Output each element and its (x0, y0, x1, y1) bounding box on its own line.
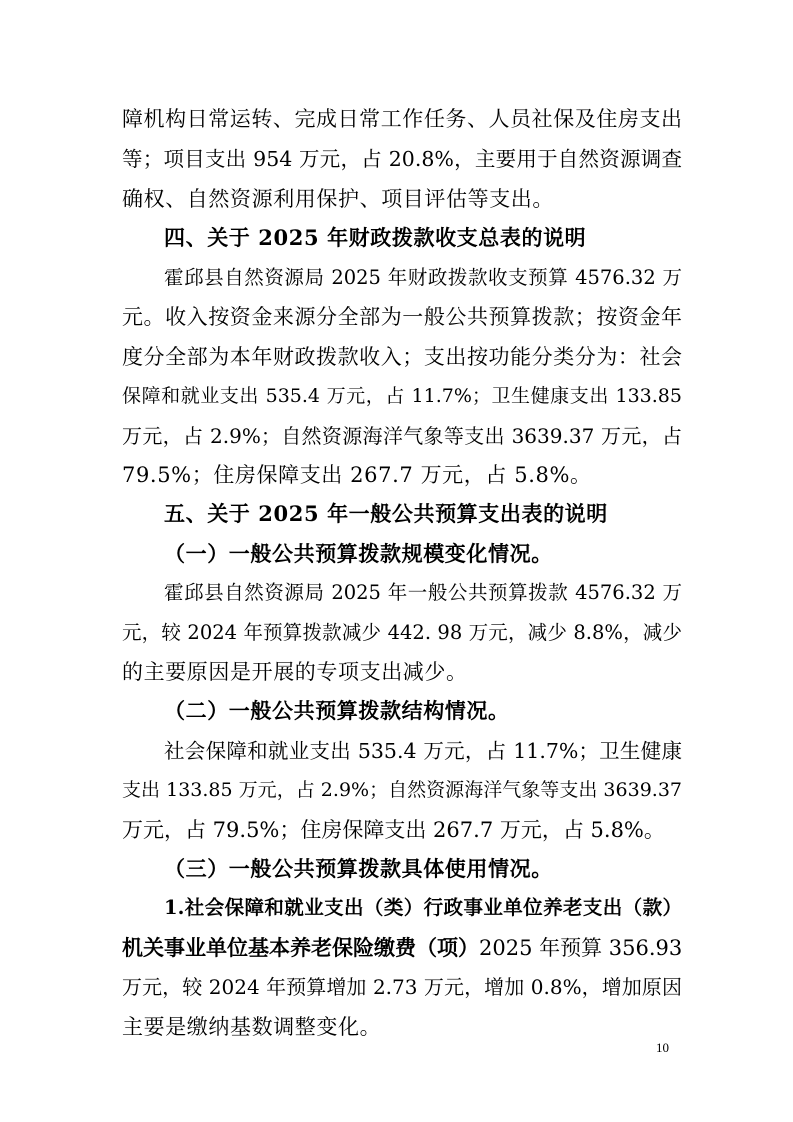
paragraph-line: 度分全部为本年财政拨款收入；支出按功能分类分为：社会 (122, 345, 682, 369)
paragraph-line: 保障和就业支出 535.4 万元，占 11.7%；卫生健康支出 133.85 (122, 385, 682, 407)
item-heading: 1.社会保障和就业支出（类）行政事业单位养老支出（款） (164, 896, 682, 919)
paragraph-line: 等；项目支出 954 万元，占 20.8%，主要用于自然资源调查 (122, 147, 682, 171)
item-heading-tail: 机关事业单位基本养老保险缴费（项） (122, 935, 479, 960)
paragraph-line: 的主要原因是开展的专项支出减少。 (122, 660, 468, 684)
paragraph-line: 元，较 2024 年预算拨款减少 442. 98 万元，减少 8.8%，减少 (122, 621, 682, 644)
section-heading-5: 五、关于 2025 年一般公共预算支出表的说明 (164, 501, 608, 526)
item-budget-text: 2025 年预算 356.93 (479, 936, 683, 960)
paragraph-line: 万元，占 79.5%；住房保障支出 267.7 万元，占 5.8%。 (122, 818, 665, 842)
paragraph-line: 霍邱县自然资源局 2025 年财政拨款收支预算 4576.32 万 (164, 266, 682, 289)
subsection-heading-1: （一）一般公共预算拨款规模变化情况。 (164, 541, 553, 566)
paragraph-line: 霍邱县自然资源局 2025 年一般公共预算拨款 4576.32 万 (164, 581, 682, 604)
paragraph-line: 万元，占 2.9%；自然资源海洋气象等支出 3639.37 万元，占 (122, 424, 682, 448)
section-heading-4: 四、关于 2025 年财政拨款收支总表的说明 (164, 225, 587, 250)
page-number: 10 (656, 1040, 669, 1055)
item-heading-continuation (122, 933, 682, 963)
paragraph-line: 79.5%；住房保障支出 267.7 万元，占 5.8%。 (122, 463, 592, 487)
paragraph-line: 确权、自然资源利用保护、项目评估等支出。 (122, 187, 554, 211)
paragraph-line: 万元，较 2024 年预算增加 2.73 万元，增加 0.8%，增加原因 (122, 975, 682, 999)
paragraph-line: 主要是缴纳基数调整变化。 (122, 1015, 382, 1039)
paragraph-line: 元。收入按资金来源分全部为一般公共预算拨款；按资金年 (122, 305, 682, 329)
paragraph-line: 支出 133.85 万元，占 2.9%；自然资源海洋气象等支出 3639.37 (122, 779, 682, 801)
paragraph-line: 社会保障和就业支出 535.4 万元，占 11.7%；卫生健康 (164, 739, 682, 763)
subsection-heading-3: （三）一般公共预算拨款具体使用情况。 (164, 856, 553, 881)
subsection-heading-2: （二）一般公共预算拨款结构情况。 (164, 698, 510, 723)
paragraph-line: 障机构日常运转、完成日常工作任务、人员社保及住房支出 (122, 107, 682, 131)
